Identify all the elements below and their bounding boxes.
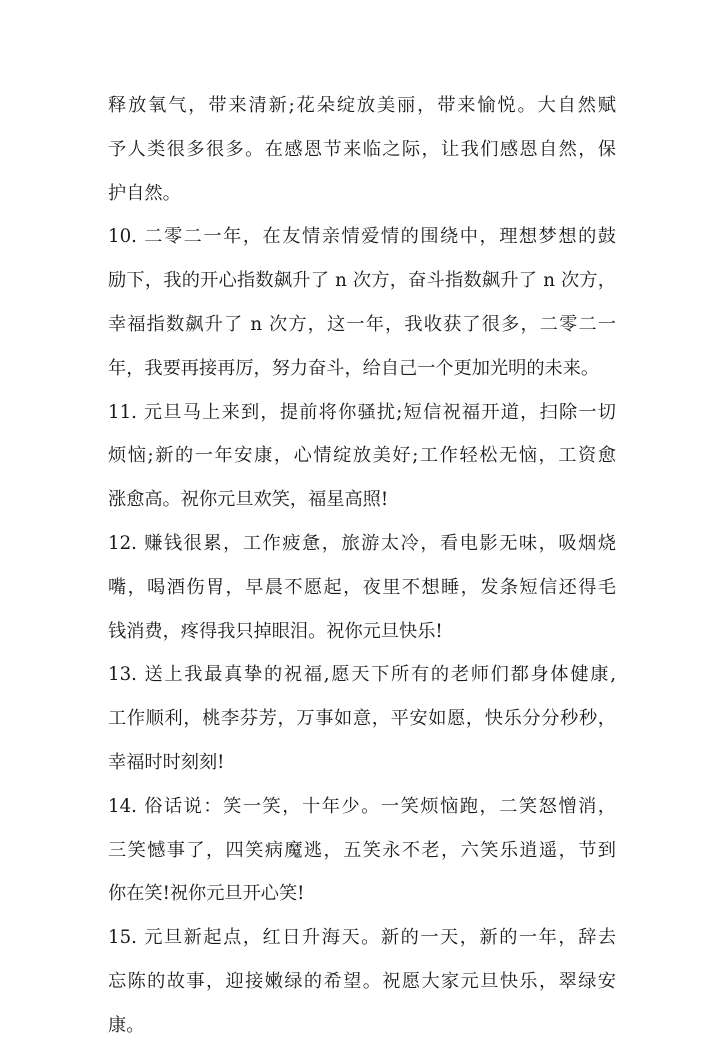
text-line: 三笑憾事了，四笑病魔逃，五笑永不老，六笑乐逍遥，节到: [108, 839, 616, 861]
paragraph-12: [108, 522, 616, 653]
paragraph-14: [108, 785, 616, 916]
text-line: 烦恼;新的一年安康，心情绽放美好;工作轻松无恼，工资愈: [108, 445, 616, 467]
text-line: 10. 二零二一年，在友情亲情爱情的围绕中，理想梦想的鼓: [108, 226, 616, 248]
text-line: 康。: [108, 1014, 145, 1036]
text-line: 15. 元旦新起点，红日升海天。新的一天，新的一年，辞去: [108, 927, 616, 949]
text-line: 忘陈的故事，迎接嫩绿的希望。祝愿大家元旦快乐，翠绿安: [108, 970, 616, 992]
text-line: 工作顺利，桃李芬芳，万事如意，平安如愿，快乐分分秒秒，: [108, 708, 616, 730]
text-line: 幸福指数飙升了 n 次方，这一年，我收获了很多，二零二一: [108, 313, 616, 335]
text-line: 11. 元旦马上来到，提前将你骚扰;短信祝福开道，扫除一切: [108, 401, 616, 423]
paragraph-10: [108, 215, 616, 390]
text-line: 13. 送上我最真挚的祝福,愿天下所有的老师们都身体健康,: [108, 664, 616, 686]
text-line: 12. 赚钱很累，工作疲惫，旅游太冷，看电影无味，吸烟烧: [108, 532, 616, 554]
text-line: 14. 俗话说：笑一笑，十年少。一笑烦恼跑，二笑怒憎消，: [108, 795, 616, 817]
paragraph-11: [108, 391, 616, 522]
paragraph-9-tail: [108, 84, 616, 215]
text-line: 予人类很多很多。在感恩节来临之际，让我们感恩自然，保: [108, 138, 616, 160]
text-line: 释放氧气，带来清新;花朵绽放美丽，带来愉悦。大自然赋: [108, 95, 616, 116]
text-line: 涨愈高。祝你元旦欢笑，福星高照!: [108, 489, 389, 511]
text-line: 年，我要再接再厉，努力奋斗，给自己一个更加光明的未来。: [108, 357, 600, 379]
text-line: 嘴，喝酒伤胃，早晨不愿起，夜里不想睡，发条短信还得毛: [108, 576, 616, 598]
text-line: 钱消费，疼得我只掉眼泪。祝你元旦快乐!: [108, 620, 443, 642]
text-line: 你在笑!祝你元旦开心笑!: [108, 883, 305, 905]
text-line: 幸福时时刻刻!: [108, 751, 225, 773]
paragraph-13: [108, 653, 616, 784]
text-line: 护自然。: [108, 182, 181, 204]
document-body: [108, 84, 616, 1048]
paragraph-15: [108, 916, 616, 1047]
text-line: 励下，我的开心指数飙升了 n 次方，奋斗指数飙升了 n 次方，: [108, 270, 616, 292]
